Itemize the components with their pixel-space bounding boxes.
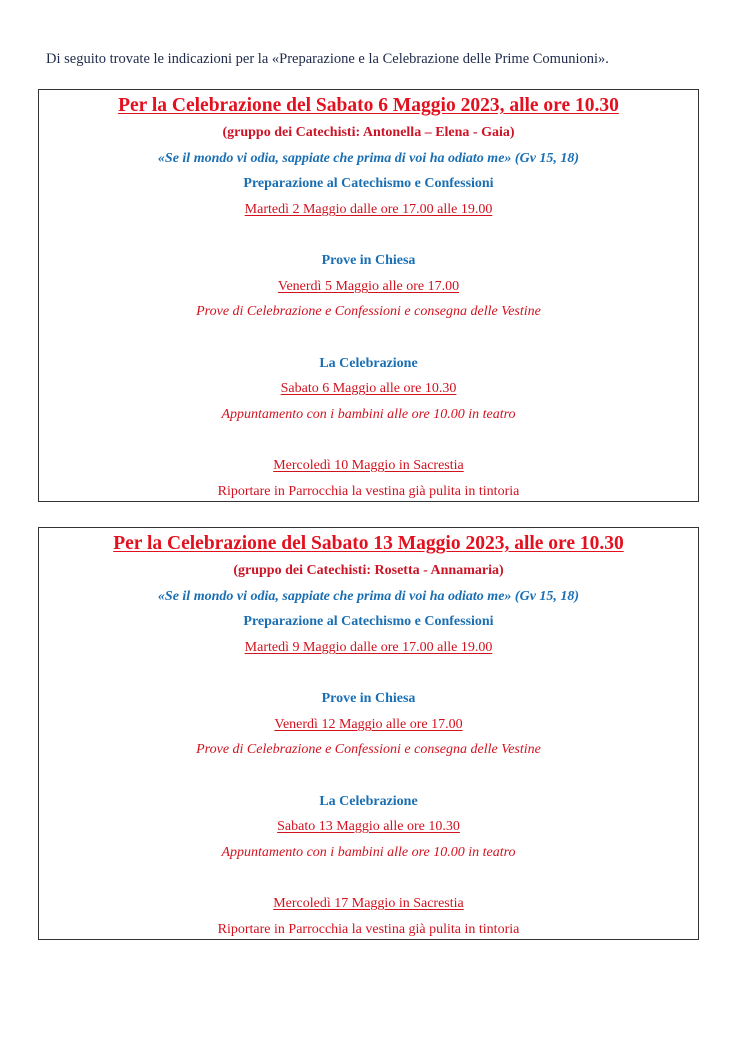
celebration-note: Appuntamento con i bambini alle ore 10.00 in teatro: [221, 407, 516, 422]
prep-heading: Preparazione al Catechismo e Confessioni: [243, 614, 494, 629]
celebration-heading: La Celebrazione: [319, 794, 418, 809]
return-date: Mercoledì 17 Maggio in Sacrestia: [273, 896, 464, 911]
prep-date: Martedì 9 Maggio dalle ore 17.00 alle 19.00: [244, 640, 493, 655]
return-date: Mercoledì 10 Maggio in Sacrestia: [273, 458, 464, 473]
catechists-group: (gruppo dei Catechisti: Antonella – Elena - Gaia): [222, 125, 515, 140]
celebration-title: Per la Celebrazione del Sabato 6 Maggio 2023, alle ore 10.30: [118, 95, 619, 116]
celebration-title: Per la Celebrazione del Sabato 13 Maggio 2023, alle ore 10.30: [113, 533, 624, 554]
celebration-box-1: [38, 89, 699, 502]
return-note: Riportare in Parrocchia la vestina già pulita in tintoria: [217, 922, 520, 937]
prep-heading: Preparazione al Catechismo e Confessioni: [243, 176, 494, 191]
intro-text: Di seguito trovate le indicazioni per la «Preparazione e la Celebrazione delle Prime Comunioni».: [46, 51, 609, 67]
celebration-date: Sabato 13 Maggio alle ore 10.30: [277, 819, 460, 834]
gospel-quote: «Se il mondo vi odia, sappiate che prima di voi ha odiato me» (Gv 15, 18): [157, 589, 580, 604]
catechists-group: (gruppo dei Catechisti: Rosetta - Annamaria): [233, 563, 504, 578]
rehearsal-heading: Prove in Chiesa: [321, 253, 416, 268]
rehearsal-date: Venerdì 5 Maggio alle ore 17.00: [277, 279, 460, 294]
celebration-box-2: [38, 527, 699, 940]
celebration-heading: La Celebrazione: [319, 356, 418, 371]
prep-date: Martedì 2 Maggio dalle ore 17.00 alle 19.00: [244, 202, 493, 217]
rehearsal-heading: Prove in Chiesa: [321, 691, 416, 706]
return-note: Riportare in Parrocchia la vestina già pulita in tintoria: [217, 484, 520, 499]
gospel-quote: «Se il mondo vi odia, sappiate che prima di voi ha odiato me» (Gv 15, 18): [157, 151, 580, 166]
celebration-date: Sabato 6 Maggio alle ore 10.30: [280, 381, 457, 396]
rehearsal-date: Venerdì 12 Maggio alle ore 17.00: [274, 717, 463, 732]
celebration-note: Appuntamento con i bambini alle ore 10.00 in teatro: [221, 845, 516, 860]
rehearsal-note: Prove di Celebrazione e Confessioni e consegna delle Vestine: [196, 304, 541, 319]
rehearsal-note: Prove di Celebrazione e Confessioni e consegna delle Vestine: [196, 742, 541, 757]
